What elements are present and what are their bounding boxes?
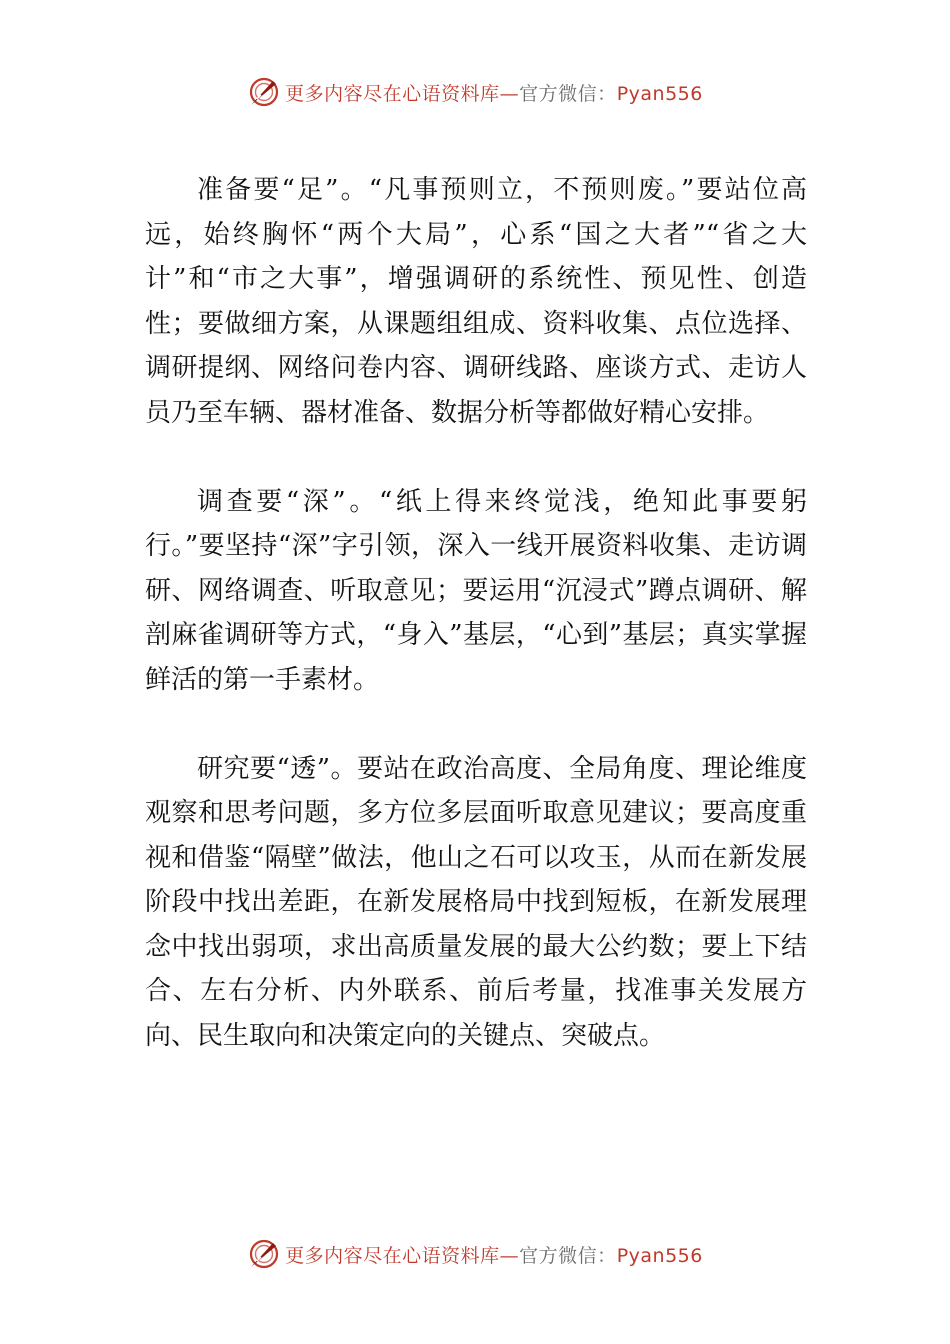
- banner-wechat-id: Pyan556: [616, 82, 703, 105]
- banner-site-text: 更多内容尽在心语资料库: [285, 82, 500, 105]
- banner-text: [285, 79, 703, 106]
- paragraph-investigation: 调查要“深”。“纸上得来终觉浅，绝知此事要躬行。”要坚持“深”字引领，深入一线开展资料收集、走访调研、网络调查、听取意见；要运用“沉浸式”蹲点调研、解剖麻雀调研等方式，“身入”基层，“心到”基层；真实掌握鲜活的第一手素材。: [145, 486, 807, 695]
- footer-banner: [0, 1232, 950, 1276]
- banner-separator: —: [499, 82, 520, 105]
- banner-wechat-id: Pyan556: [616, 1244, 703, 1267]
- paragraph-preparation: 准备要“足”。“凡事预则立，不预则废。”要站位高远，始终胸怀“两个大局”，心系“国之大者”“省之大计”和“市之大事”，增强调研的系统性、预见性、创造性；要做细方案，从课题组组成、资料收集、点位选择、调研提纲、网络问卷内容、调研线路、座谈方式、走访人员乃至车辆、器材准备、数据分析等都做好精心安排。: [145, 175, 807, 428]
- header-banner: [0, 70, 950, 114]
- quill-logo-icon: [247, 75, 281, 109]
- paragraph-research: 研究要“透”。要站在政治高度、全局角度、理论维度观察和思考问题，多方位多层面听取意见建议；要高度重视和借鉴“隔壁”做法，他山之石可以攻玉，从而在新发展阶段中找出差距，在新发展格局中找到短板，在新发展理念中找出弱项，求出高质量发展的最大公约数；要上下结合、左右分析、内外联系、前后考量，找准事关发展方向、民生取向和决策定向的关键点、突破点。: [145, 753, 807, 1051]
- banner-text: [285, 1241, 703, 1268]
- banner-separator: —: [499, 1244, 520, 1267]
- document-body: [145, 168, 807, 1058]
- banner-wechat-label: 官方微信：: [519, 82, 617, 105]
- quill-logo-icon: [247, 1237, 281, 1271]
- banner-wechat-label: 官方微信：: [519, 1244, 617, 1267]
- banner-site-text: 更多内容尽在心语资料库: [285, 1244, 500, 1267]
